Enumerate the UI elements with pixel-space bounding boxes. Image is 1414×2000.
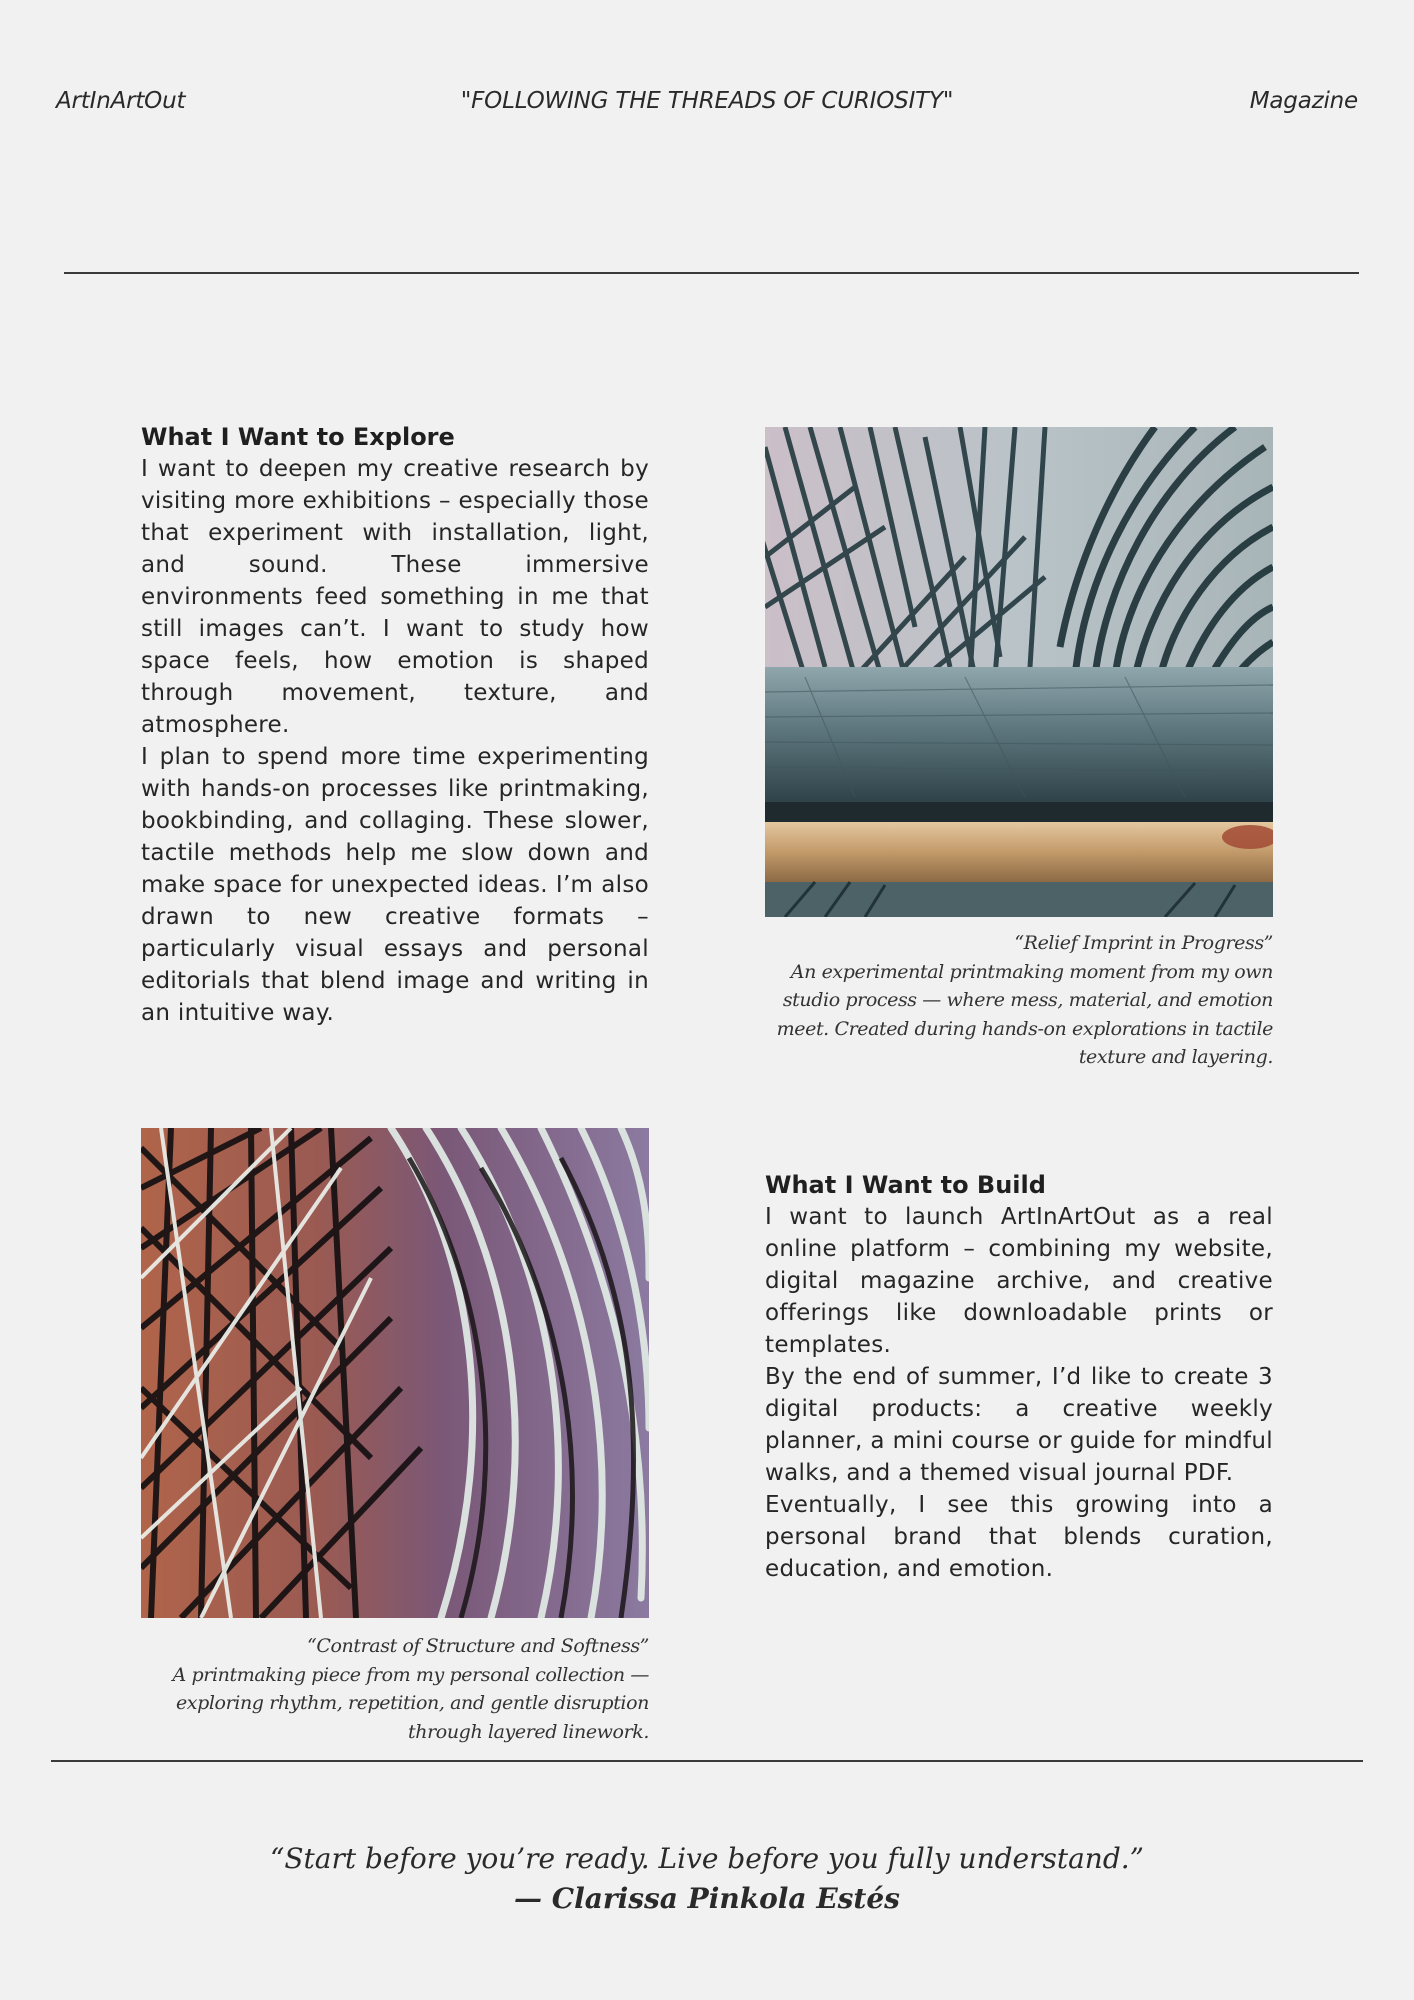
section-label: Magazine	[1249, 88, 1358, 114]
footer-divider	[51, 1760, 1363, 1762]
explore-paragraph-2: I plan to spend more time experimenting with hands-on processes like printmaking, bookbinding, and collaging. These slower, tactile methods help me slow down and make space for unexpected ideas. I’m also drawn to new creative formats – particularly visual essays and personal editorials that blend image and writing in an intuitive way.	[141, 744, 649, 1026]
relief-print-image	[765, 427, 1273, 917]
relief-print-title: “Relief Imprint in Progress”	[1014, 932, 1273, 954]
explore-heading: What I Want to Explore	[141, 423, 455, 451]
build-paragraph-3: Eventually, I see this growing into a personal brand that blends curation, education, and emotion.	[765, 1492, 1273, 1582]
build-paragraph-1: I want to launch ArtInArtOut as a real online platform – combining my website, digital magazine archive, and creative offerings like downloadable prints or templates.	[765, 1204, 1273, 1358]
explore-paragraph-1: I want to deepen my creative research by visiting more exhibitions – especially those that experiment with installation, light, and sound. These immersive environments feed something in me that still images can’t. I want to study how space feels, how emotion is shaped through movement, texture, and atmosphere.	[141, 456, 649, 738]
brand-name: ArtInArtOut	[56, 88, 186, 114]
build-section	[765, 1169, 1273, 1585]
build-heading: What I Want to Build	[765, 1171, 1046, 1199]
quote-author: — Clarissa Pinkola Estés	[514, 1882, 900, 1915]
relief-print-description: An experimental printmaking moment from my own studio process — where mess, material, and emotion meet. Created during hands-on explorations in tactile texture and layering.	[776, 960, 1273, 1068]
linework-print-title: “Contrast of Structure and Softness”	[307, 1635, 649, 1657]
relief-print-caption	[765, 929, 1273, 1072]
page-tagline: "FOLLOWING THE THREADS OF CURIOSITY"	[460, 88, 954, 114]
linework-print-caption	[141, 1632, 649, 1746]
closing-quote: “Start before you’re ready. Live before you fully understand.”	[270, 1842, 1144, 1875]
linework-print-description: A printmaking piece from my personal collection — exploring rhythm, repetition, and gentle disruption through layered linework.	[172, 1663, 649, 1743]
linework-print-artwork-icon	[141, 1128, 649, 1618]
build-paragraph-2: By the end of summer, I’d like to create 3 digital products: a creative weekly planner, a mini course or guide for mindful walks, and a themed visual journal PDF.	[765, 1364, 1273, 1486]
relief-print-artwork-icon	[765, 427, 1273, 917]
header-divider	[64, 272, 1359, 274]
explore-section	[141, 421, 649, 1029]
linework-print-image	[141, 1128, 649, 1618]
